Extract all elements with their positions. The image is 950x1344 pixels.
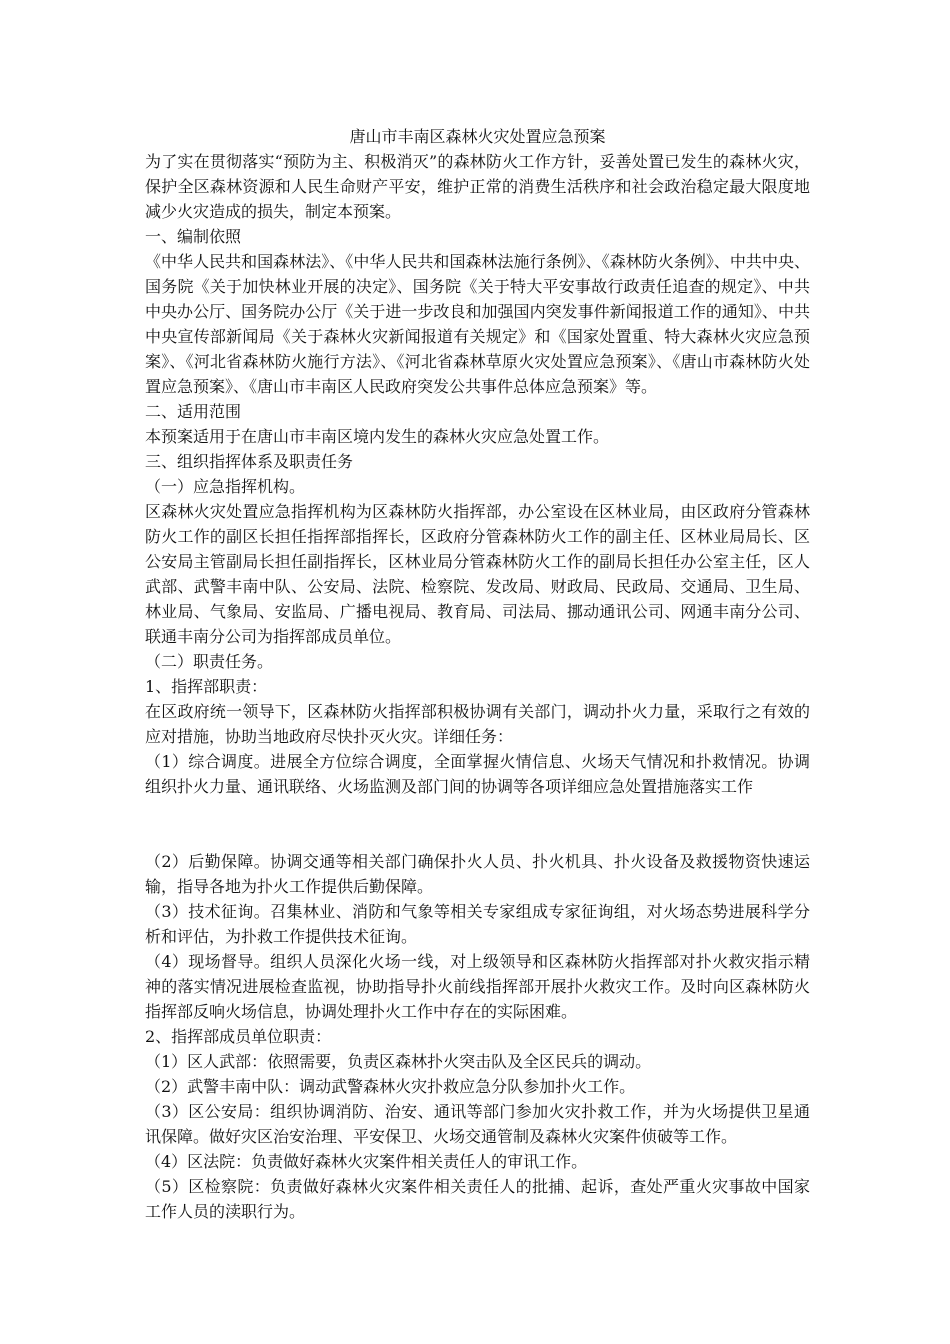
item-heading: 1、指挥部职责：	[145, 677, 268, 696]
document-page	[145, 125, 810, 1224]
body-paragraph: 本预案适用于在唐山市丰南区境内发生的森林火灾应急处置工作。	[145, 427, 610, 446]
document-title: 唐山市丰南区森林火灾处置应急预案	[349, 127, 606, 146]
list-item: （4）区法院：负责做好森林火灾案件相关责任人的审讯工作。	[145, 1152, 588, 1171]
list-item: （1）综合调度。进展全方位综合调度，全面掌握火情信息、火场天气情况和扑救情况。协调组织扑火力量、通讯联络、火场监测及部门间的协调等各项详细应急处置措施落实工作	[145, 752, 810, 796]
list-item: （3）区公安局：组织协调消防、治安、通讯等部门参加火灾扑救工作，并为火场提供卫星通讯保障。做好灾区治安治理、平安保卫、火场交通管制及森林火灾案件侦破等工作。	[145, 1102, 810, 1146]
body-paragraph: 区森林火灾处置应急指挥机构为区森林防火指挥部，办公室设在区林业局，由区政府分管森林防火工作的副区长担任指挥部指挥长，区政府分管森林防火工作的副主任、区林业局局长、区公安局主管副局长担任副指挥长，区林业局分管森林防火工作的副局长担任办公室主任，区人武部、武警丰南中队、公安局、法院、检察院、发改局、财政局、民政局、交通局、卫生局、林业局、气象局、安监局、广播电视局、教育局、司法局、挪动通讯公司、网通丰南分公司、联通丰南分公司为指挥部成员单位。	[145, 502, 810, 646]
section-heading: 二、适用范围	[145, 402, 242, 421]
subsection-heading: （一）应急指挥机构。	[145, 477, 306, 496]
list-item: （4）现场督导。组织人员深化火场一线，对上级领导和区森林防火指挥部对扑火救灾指示精神的落实情况进展检查监视，协助指导扑火前线指挥部开展扑火救灾工作。及时向区森林防火指挥部反响火场信息，协调处理扑火工作中存在的实际困难。	[145, 952, 810, 1021]
body-paragraph: 在区政府统一领导下，区森林防火指挥部积极协调有关部门，调动扑火力量，采取行之有效的应对措施，协助当地政府尽快扑灭火灾。详细任务：	[145, 702, 810, 746]
section-heading: 一、编制依照	[145, 227, 242, 246]
intro-paragraph: 为了实在贯彻落实“预防为主、积极消灭”的森林防火工作方针，妥善处置已发生的森林火灾，保护全区森林资源和人民生命财产平安，维护正常的消费生活秩序和社会政治稳定最大限度地减少火灾造成的损失，制定本预案。	[145, 152, 810, 221]
subsection-heading: （二）职责任务。	[145, 652, 274, 671]
section-heading: 三、组织指挥体系及职责任务	[145, 452, 354, 471]
list-item: （3）技术征询。召集林业、消防和气象等相关专家组成专家征询组，对火场态势进展科学分析和评估，为扑救工作提供技术征询。	[145, 902, 810, 946]
item-heading: 2、指挥部成员单位职责：	[145, 1027, 332, 1046]
list-item: （1）区人武部：依照需要，负责区森林扑火突击队及全区民兵的调动。	[145, 1052, 652, 1071]
list-item: （2）武警丰南中队：调动武警森林火灾扑救应急分队参加扑火工作。	[145, 1077, 636, 1096]
blank-gap	[145, 799, 810, 849]
list-item: （5）区检察院：负责做好森林火灾案件相关责任人的批捕、起诉，查处严重火灾事故中国家工作人员的渎职行为。	[145, 1177, 810, 1221]
list-item: （2）后勤保障。协调交通等相关部门确保扑火人员、扑火机具、扑火设备及救援物资快速运输，指导各地为扑火工作提供后勤保障。	[145, 852, 810, 896]
body-paragraph: 《中华人民共和国森林法》、《中华人民共和国森林法施行条例》、《森林防火条例》、中共中央、国务院《关于加快林业开展的决定》、国务院《关于特大平安事故行政责任追查的规定》、中共中央办公厅、国务院办公厅《关于进一步改良和加强国内突发事件新闻报道工作的通知》、中共中央宣传部新闻局《关于森林火灾新闻报道有关规定》和《国家处置重、特大森林火灾应急预案》、《河北省森林防火施行方法》、《河北省森林草原火灾处置应急预案》、《唐山市森林防火处置应急预案》、《唐山市丰南区人民政府突发公共事件总体应急预案》等。	[145, 252, 810, 396]
